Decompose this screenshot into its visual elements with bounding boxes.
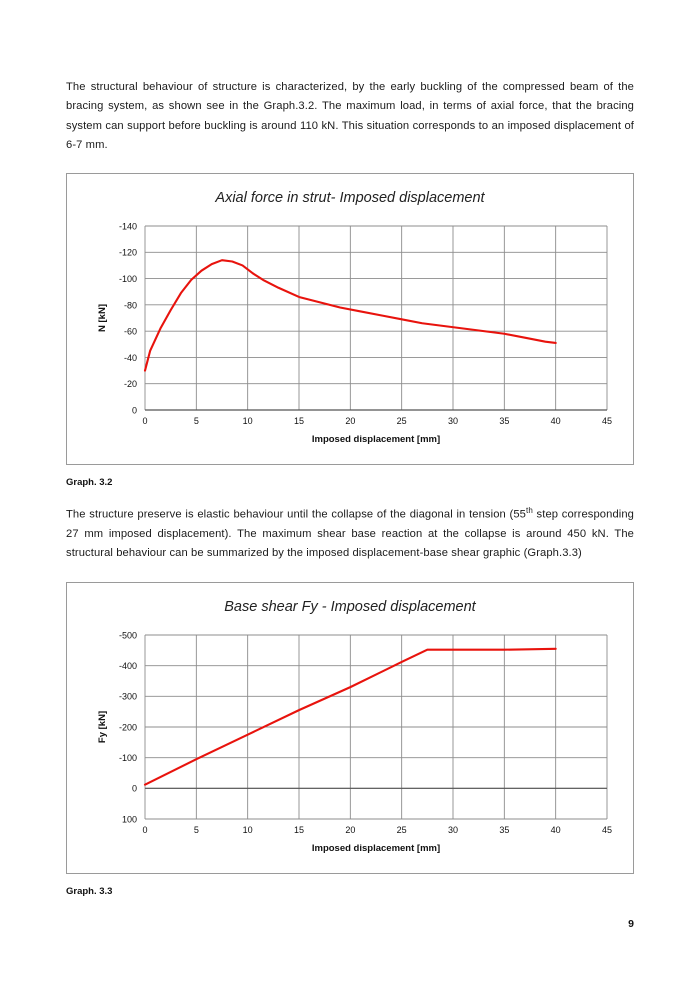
svg-text:100: 100	[121, 813, 137, 824]
svg-text:45: 45	[601, 416, 613, 427]
svg-text:-500: -500	[118, 629, 137, 640]
svg-text:-100: -100	[118, 274, 137, 285]
svg-text:15: 15	[293, 416, 305, 427]
paragraph-2-superscript: th	[526, 506, 533, 516]
chart-title-2: Base shear Fy - Imposed displacement	[224, 598, 476, 615]
svg-text:15: 15	[293, 824, 305, 835]
chart-1-svg	[67, 212, 633, 458]
caption-graph-3-3: Graph. 3.3	[66, 885, 113, 897]
paragraph-2-part2: step corresponding 27 mm imposed displacement). The maximum shear base reaction at the collapse is around 450 kN. The structural behaviour can be summarized by the imposed displacement-base shear graphic (Graph.3.3)	[66, 508, 634, 560]
svg-text:-40: -40	[123, 352, 137, 363]
svg-text:-300: -300	[118, 691, 137, 702]
paragraph-2-part1: The structure preserve is elastic behaviour until the collapse of the diagonal in tension (55	[66, 508, 526, 521]
svg-text:Fy [kN]: Fy [kN]	[97, 710, 108, 743]
svg-text:30: 30	[447, 416, 459, 427]
chart-2-wrap	[67, 621, 635, 867]
svg-text:0: 0	[142, 824, 148, 835]
chart-2-svg	[67, 621, 633, 867]
svg-text:-100: -100	[118, 752, 137, 763]
caption-graph-3-2: Graph. 3.2	[66, 477, 113, 489]
page-content	[66, 78, 634, 897]
paragraph-2	[66, 504, 634, 564]
svg-text:45: 45	[601, 824, 613, 835]
svg-text:-400: -400	[118, 660, 137, 671]
page-number: 9	[628, 918, 634, 930]
svg-text:-60: -60	[123, 326, 137, 337]
svg-text:0: 0	[131, 405, 137, 416]
chart-title-1: Axial force in strut- Imposed displacement	[215, 190, 485, 207]
svg-text:25: 25	[396, 416, 407, 427]
chart-1-plot	[67, 212, 635, 458]
svg-text:-140: -140	[118, 221, 137, 232]
svg-text:-200: -200	[118, 721, 137, 732]
svg-text:Imposed displacement [mm]: Imposed displacement [mm]	[311, 434, 441, 446]
svg-text:20: 20	[345, 416, 356, 427]
svg-text:10: 10	[242, 824, 253, 835]
svg-text:35: 35	[499, 416, 510, 427]
svg-text:10: 10	[242, 416, 253, 427]
svg-text:20: 20	[345, 824, 356, 835]
svg-text:25: 25	[396, 824, 407, 835]
svg-text:5: 5	[193, 416, 199, 427]
paragraph-1: The structural behaviour of structure is characterized, by the early buckling of the compressed beam of the bracing system, as shown see in the Graph.3.2. The maximum load, in terms of axial force, that the bracing system can support before buckling is around 110 kN. This situation corresponds to an imposed displacement of 6-7 mm.	[66, 81, 634, 151]
svg-text:Imposed displacement [mm]: Imposed displacement [mm]	[311, 842, 441, 854]
chart-1-wrap	[67, 212, 635, 458]
svg-text:5: 5	[193, 824, 199, 835]
svg-text:0: 0	[131, 783, 137, 794]
figure-graph-3-3	[66, 582, 634, 874]
svg-text:-80: -80	[123, 300, 137, 311]
svg-text:30: 30	[447, 824, 459, 835]
svg-text:0: 0	[142, 416, 148, 427]
figure-graph-3-2	[66, 173, 634, 465]
svg-text:35: 35	[499, 824, 510, 835]
svg-text:N [kN]: N [kN]	[97, 304, 108, 333]
svg-text:-20: -20	[123, 379, 137, 390]
chart-2-plot	[67, 621, 635, 867]
svg-text:-120: -120	[118, 247, 137, 258]
svg-text:40: 40	[550, 416, 561, 427]
svg-text:40: 40	[550, 824, 561, 835]
